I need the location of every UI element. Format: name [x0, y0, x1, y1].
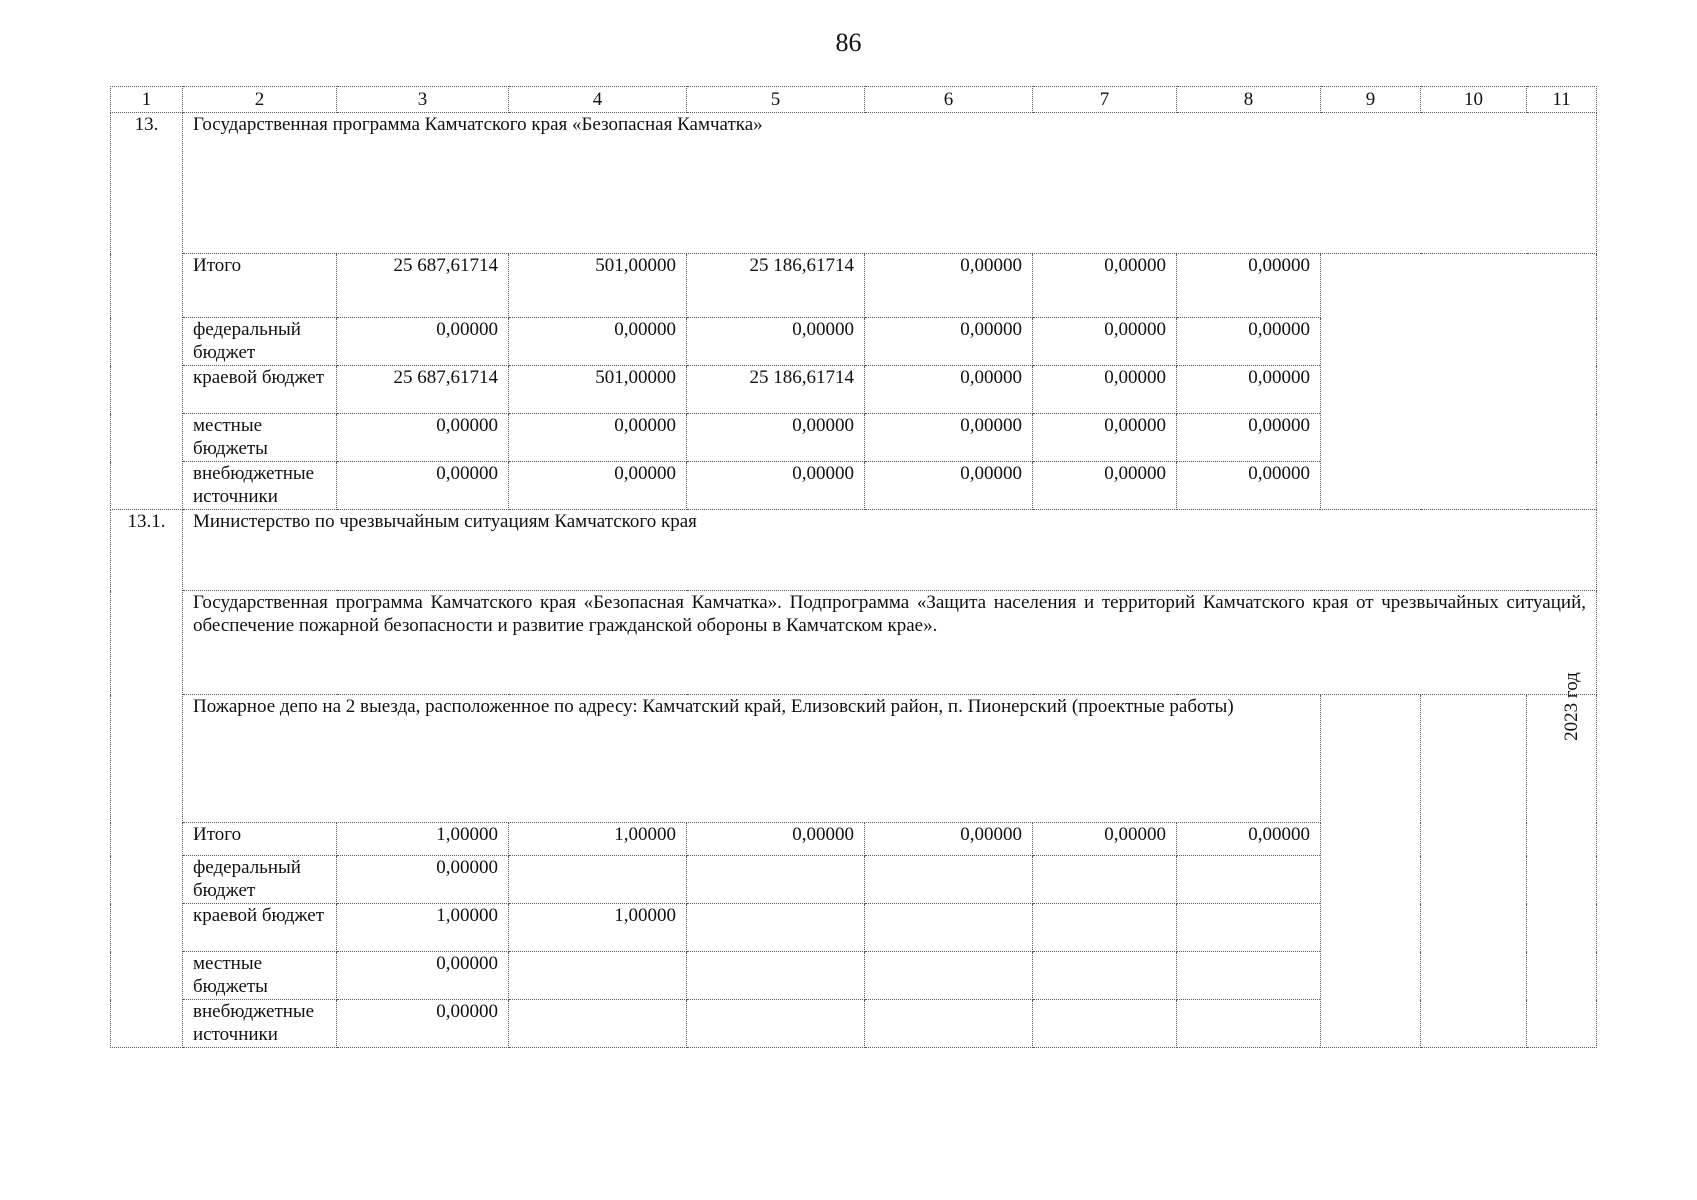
- value-cell: 0,00000: [337, 414, 509, 462]
- year-text: 2023 год: [1560, 672, 1582, 741]
- header-col-3: 3: [337, 87, 509, 113]
- row-label: федеральный бюджет: [183, 856, 337, 904]
- value-cell: 0,00000: [1033, 366, 1177, 414]
- row-label: краевой бюджет: [183, 366, 337, 414]
- value-cell: [865, 856, 1033, 904]
- col-10-cell: [1421, 695, 1527, 1048]
- value-cell: 0,00000: [1177, 462, 1321, 510]
- value-cell: [687, 856, 865, 904]
- row-label: внебюджетные источники: [183, 462, 337, 510]
- value-cell: [1177, 952, 1321, 1000]
- value-cell: 0,00000: [687, 462, 865, 510]
- value-cell: 0,00000: [865, 254, 1033, 318]
- header-col-8: 8: [1177, 87, 1321, 113]
- value-cell: 0,00000: [509, 462, 687, 510]
- object-title: Пожарное депо на 2 выезда, расположенное по адресу: Камчатский край, Елизовский район, п. Пионерский (проектные работы): [183, 695, 1321, 823]
- value-cell: 1,00000: [509, 904, 687, 952]
- value-cell: 0,00000: [865, 318, 1033, 366]
- value-cell: 1,00000: [337, 823, 509, 856]
- value-cell: [1177, 1000, 1321, 1048]
- value-cell: 0,00000: [1033, 462, 1177, 510]
- value-cell: [687, 952, 865, 1000]
- row-number-13-1: 13.1.: [111, 510, 183, 1048]
- value-cell: [687, 904, 865, 952]
- value-cell: 0,00000: [509, 414, 687, 462]
- value-cell: 1,00000: [337, 904, 509, 952]
- value-cell: [687, 1000, 865, 1048]
- value-cell: 0,00000: [865, 823, 1033, 856]
- value-cell: 0,00000: [337, 856, 509, 904]
- value-cell: 25 186,61714: [687, 366, 865, 414]
- value-cell: [1177, 904, 1321, 952]
- value-cell: 1,00000: [509, 823, 687, 856]
- value-cell: 25 687,61714: [337, 254, 509, 318]
- value-cell: 0,00000: [337, 318, 509, 366]
- value-cell: 0,00000: [337, 952, 509, 1000]
- value-cell: [1033, 1000, 1177, 1048]
- header-col-9: 9: [1321, 87, 1421, 113]
- value-cell: [509, 856, 687, 904]
- value-cell: [1177, 856, 1321, 904]
- value-cell: [509, 1000, 687, 1048]
- value-cell: 0,00000: [865, 366, 1033, 414]
- row-number-13: 13.: [111, 113, 183, 510]
- value-cell: 0,00000: [865, 414, 1033, 462]
- value-cell: 0,00000: [1033, 414, 1177, 462]
- value-cell: 0,00000: [687, 318, 865, 366]
- budget-table: [110, 86, 1597, 1048]
- value-cell: 0,00000: [1177, 318, 1321, 366]
- value-cell: 0,00000: [337, 1000, 509, 1048]
- ministry-title: Министерство по чрезвычайным ситуациям Камчатского края: [183, 510, 1597, 591]
- row-label: федеральный бюджет: [183, 318, 337, 366]
- subprogram-title: Государственная программа Камчатского края «Безопасная Камчатка». Подпрограмма «Защита населения и территорий Камчатского края от чрезвычайных ситуаций, обеспечение пожарной безопасности и развитие гражданской обороны в Камчатском крае».: [183, 591, 1597, 695]
- value-cell: 0,00000: [509, 318, 687, 366]
- value-cell: [865, 952, 1033, 1000]
- row-label: местные бюджеты: [183, 952, 337, 1000]
- value-cell: 0,00000: [1177, 414, 1321, 462]
- value-cell: [865, 1000, 1033, 1048]
- value-cell: [1033, 856, 1177, 904]
- value-cell: [865, 904, 1033, 952]
- value-cell: 0,00000: [865, 462, 1033, 510]
- value-cell: 0,00000: [687, 414, 865, 462]
- value-cell: 0,00000: [1177, 823, 1321, 856]
- header-col-11: 11: [1527, 87, 1597, 113]
- row-label: краевой бюджет: [183, 904, 337, 952]
- header-col-2: 2: [183, 87, 337, 113]
- header-col-1: 1: [111, 87, 183, 113]
- value-cell: 0,00000: [1033, 318, 1177, 366]
- page-number: 86: [835, 28, 862, 57]
- year-cell: [1527, 672, 1597, 1048]
- value-cell: 0,00000: [337, 462, 509, 510]
- value-cell: 0,00000: [1033, 254, 1177, 318]
- header-col-4: 4: [509, 87, 687, 113]
- value-cell: 0,00000: [1177, 254, 1321, 318]
- program-title: Государственная программа Камчатского края «Безопасная Камчатка»: [183, 113, 1597, 254]
- row-label: местные бюджеты: [183, 414, 337, 462]
- value-cell: 0,00000: [1033, 823, 1177, 856]
- header-col-5: 5: [687, 87, 865, 113]
- header-col-7: 7: [1033, 87, 1177, 113]
- row-label: Итого: [183, 254, 337, 318]
- value-cell: 0,00000: [687, 823, 865, 856]
- value-cell: [1033, 904, 1177, 952]
- header-col-6: 6: [865, 87, 1033, 113]
- header-row: [111, 87, 1597, 113]
- header-col-10: 10: [1421, 87, 1527, 113]
- col-9-cell: [1321, 695, 1421, 1048]
- value-cell: [1033, 952, 1177, 1000]
- value-cell: 501,00000: [509, 366, 687, 414]
- row-label: Итого: [183, 823, 337, 856]
- value-cell: 25 687,61714: [337, 366, 509, 414]
- table-row: [111, 254, 1597, 318]
- value-cell: 0,00000: [1177, 366, 1321, 414]
- value-cell: 501,00000: [509, 254, 687, 318]
- value-cell: 25 186,61714: [687, 254, 865, 318]
- value-cell: [509, 952, 687, 1000]
- row-label: внебюджетные источники: [183, 1000, 337, 1048]
- empty-cell: [1321, 254, 1597, 510]
